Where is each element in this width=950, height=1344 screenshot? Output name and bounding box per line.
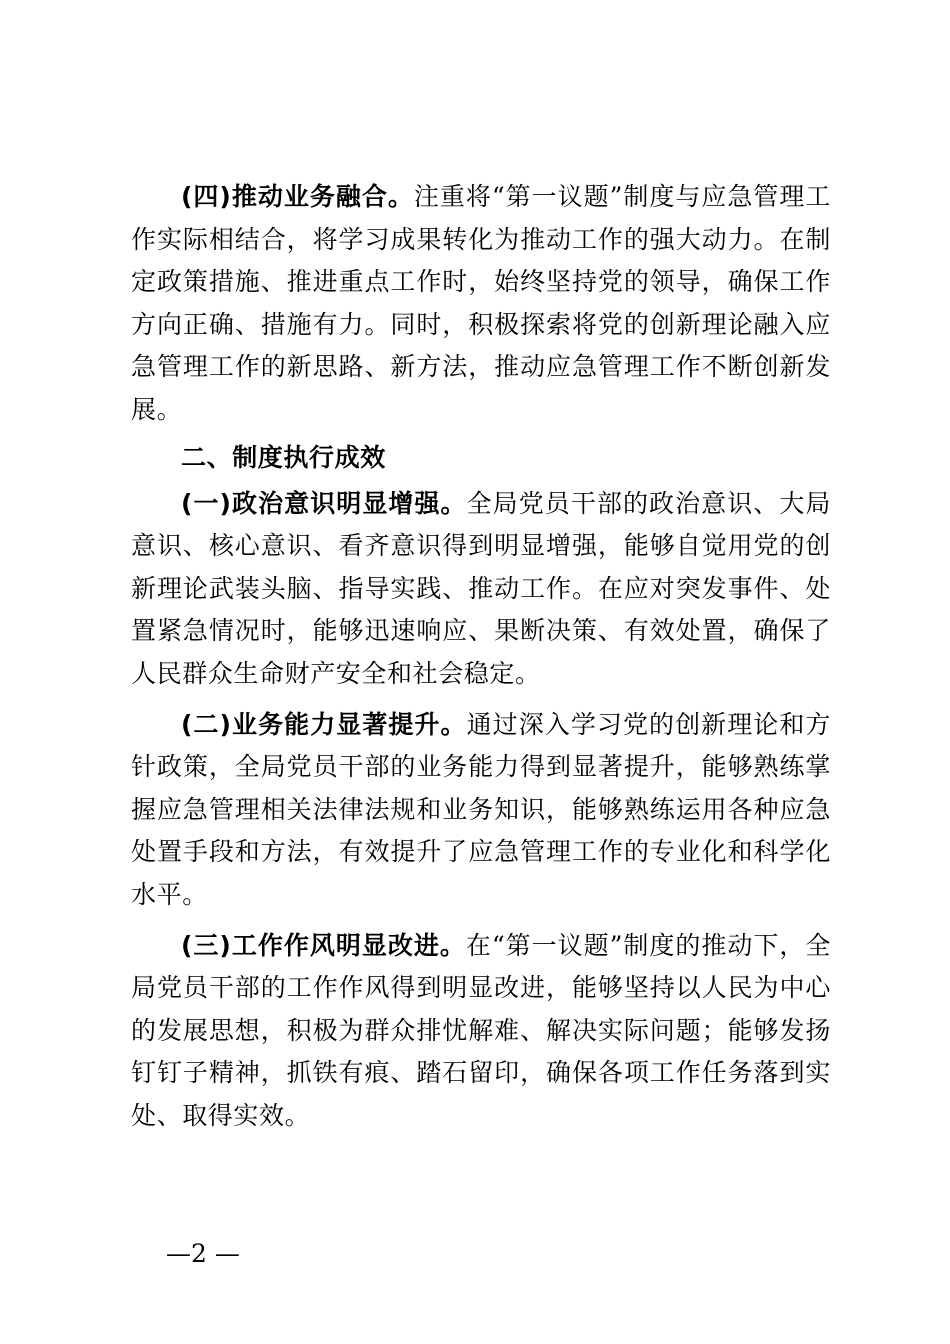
paragraph-lead: (一)政治意识明显增强。: [181, 488, 467, 518]
paragraph-text: 通过深入学习党的创新理论和方针政策，全局党员干部的业务能力得到显著提升，能够熟练掌握应急管理相关法律法规和业务知识，能够熟练运用各种应急处置手段和方法，有效提升了应急管理工作的专业化和科学化水平。: [131, 709, 831, 909]
paragraph-business-ability: [131, 704, 831, 917]
page-number: —2 —: [166, 1239, 240, 1268]
paragraph-lead: (二)业务能力显著提升。: [181, 709, 467, 739]
paragraph-text: 全局党员干部的政治意识、大局意识、核心意识、看齐意识得到明显增强，能够自觉用党的创新理论武装头脑、指导实践、推动工作。在应对突发事件、处置紧急情况时，能够迅速响应、果断决策、有效处置，确保了人民群众生命财产安全和社会稳定。: [131, 488, 831, 688]
document-body: [131, 176, 831, 1137]
paragraph-text: 注重将“第一议题”制度与应急管理工作实际相结合，将学习成果转化为推动工作的强大动力。在制定政策措施、推进重点工作时，始终坚持党的领导，确保工作方向正确、措施有力。同时，积极探索将党的创新理论融入应急管理工作的新思路、新方法，推动应急管理工作不断创新发展。: [131, 182, 831, 424]
paragraph-work-style: [131, 925, 831, 1138]
paragraph-lead: (四)推动业务融合。: [181, 182, 414, 211]
paragraph-political-awareness: [131, 483, 831, 696]
paragraph-text: 在“第一议题”制度的推动下，全局党员干部的工作作风得到明显改进，能够坚持以人民为中心的发展思想，积极为群众排忧解难、解决实际问题；能够发扬钉钉子精神，抓铁有痕、踏石留印，确保各项工作任务落到实处、取得实效。: [131, 930, 831, 1130]
section-heading: 二、制度执行成效: [181, 442, 386, 472]
paragraph-promote-business-integration: [131, 176, 831, 432]
paragraph-lead: (三)工作作风明显改进。: [181, 930, 466, 960]
